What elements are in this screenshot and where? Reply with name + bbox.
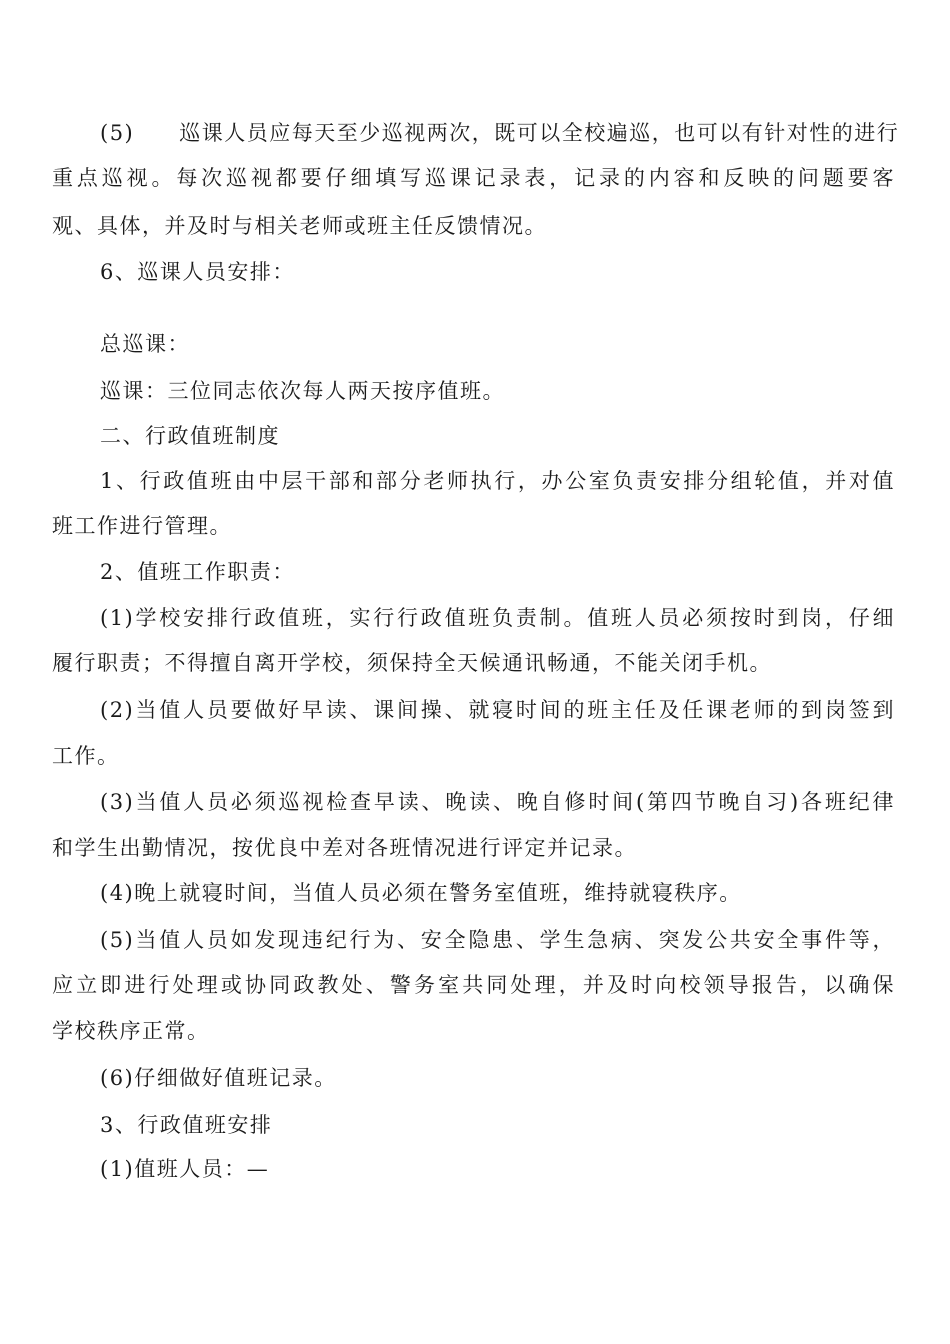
paragraph-line: 观、具体，并及时与相关老师或班主任反馈情况。 [52,214,547,238]
paragraph-line: (4)晚上就寝时间，当值人员必须在警务室值班，维持就寝秩序。 [100,881,742,905]
paragraph-line: (5) 巡课人员应每天至少巡视两次，既可以全校遍巡，也可以有针对性的进行 [100,121,900,145]
paragraph-line: 2、值班工作职责： [100,560,295,584]
paragraph-line: 巡课：三位同志依次每人两天按序值班。 [100,379,505,403]
paragraph-line: 班工作进行管理。 [52,514,232,538]
paragraph-line: 6、巡课人员安排： [100,260,295,284]
paragraph-line: (2)当值人员要做好早读、课间操、就寝时间的班主任及任课老师的到岗签到 [100,698,895,722]
paragraph-line: 总巡课： [100,332,190,356]
paragraph-line: (1)值班人员：— [100,1157,270,1181]
paragraph-line: 学校秩序正常。 [52,1019,210,1043]
paragraph-line: 履行职责；不得擅自离开学校，须保持全天候通讯畅通，不能关闭手机。 [52,651,772,675]
paragraph-line: (5)当值人员如发现违纪行为、安全隐患、学生急病、突发公共安全事件等， [100,928,895,952]
paragraph-line: 1、行政值班由中层干部和部分老师执行，办公室负责安排分组轮值，并对值 [100,469,895,493]
paragraph-line: 应立即进行处理或协同政教处、警务室共同处理，并及时向校领导报告，以确保 [52,973,895,997]
paragraph-line: 和学生出勤情况，按优良中差对各班情况进行评定并记录。 [52,836,637,860]
paragraph-line: 工作。 [52,744,120,768]
paragraph-line: 重点巡视。每次巡视都要仔细填写巡课记录表，记录的内容和反映的问题要客 [52,166,895,190]
paragraph-line: (1)学校安排行政值班，实行行政值班负责制。值班人员必须按时到岗，仔细 [100,606,895,630]
section-heading: 二、行政值班制度 [100,424,280,448]
paragraph-line: (3)当值人员必须巡视检查早读、晚读、晚自修时间(第四节晚自习)各班纪律 [100,790,895,814]
paragraph-line: 3、行政值班安排 [100,1113,273,1137]
paragraph-line: (6)仔细做好值班记录。 [100,1066,337,1090]
